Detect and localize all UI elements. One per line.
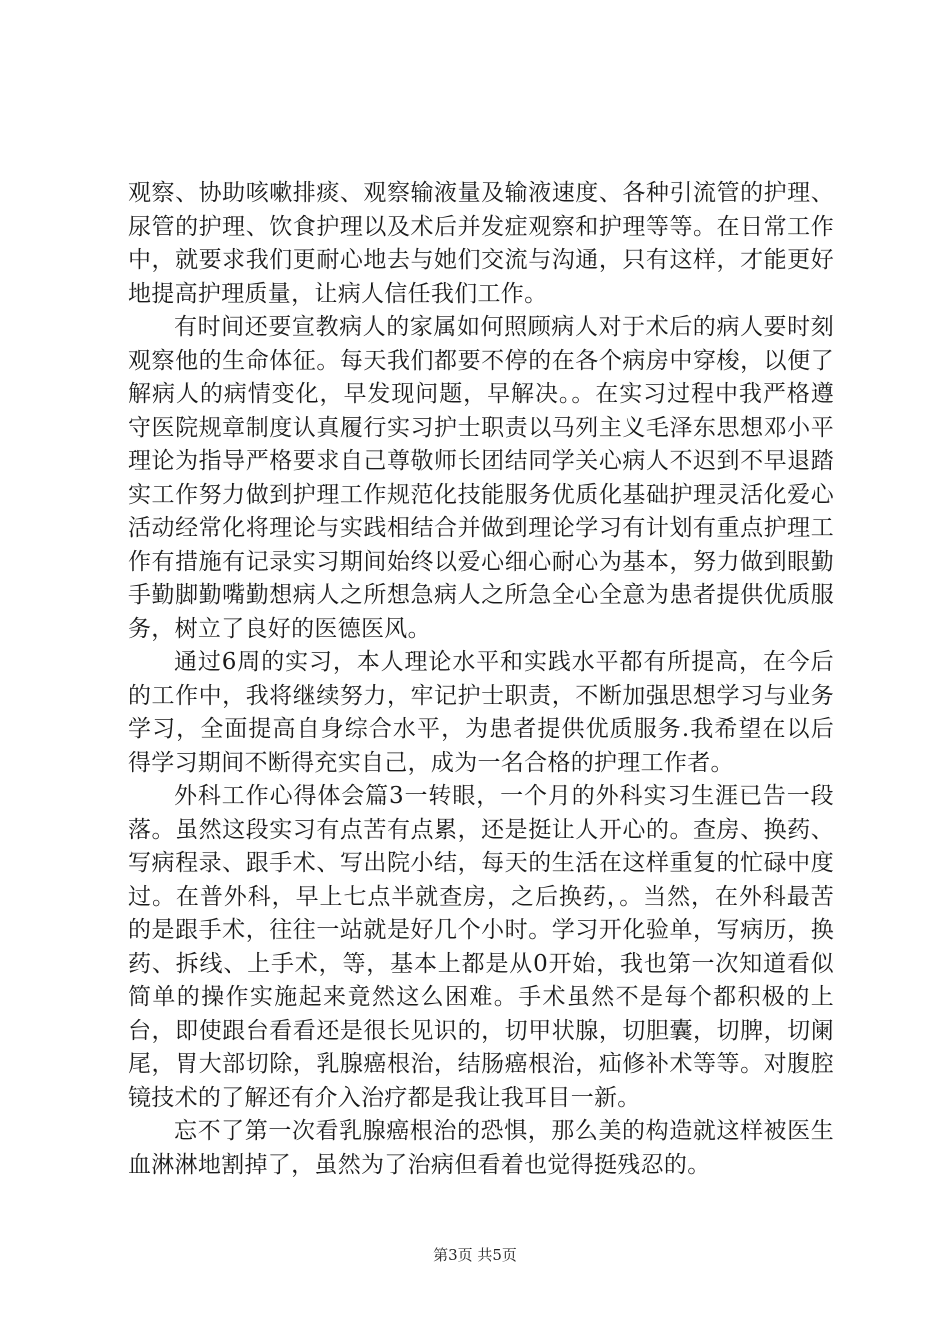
paragraph-3: 通过6周的实习，本人理论水平和实践水平都有所提高，在今后的工作中，我将继续努力，牢记护士职责，不断加强思想学习与业务学习，全面提高自身综合水平，为患者提供优质服务.我希望在以后得学习期间不断得充实自己，成为一名合格的护理工作者。 <box>128 649 834 776</box>
document-body <box>128 177 834 1182</box>
page-footer: 第3页 共5页 <box>433 1246 517 1264</box>
paragraph-4: 外科工作心得体会篇3一转眼，一个月的外科实习生涯已告一段落。虽然这段实习有点苦有点累，还是挺让人开心的。查房、换药、写病程录、跟手术、写出院小结，每天的生活在这样重复的忙碌中度过。在普外科，早上七点半就查房，之后换药，。当然，在外科最苦的是跟手术，往往一站就是好几个小时。学习开化验单，写病历，换药、拆线、上手术，等，基本上都是从0开始，我也第一次知道看似简单的操作实施起来竟然这么困难。手术虽然不是每个都积极的上台，即使跟台看看还是很长见识的，切甲状腺，切胆囊，切脾，切阑尾，胃大部切除，乳腺癌根治，结肠癌根治，疝修补术等等。对腹腔镜技术的了解还有介入治疗都是我让我耳目一新。 <box>128 783 834 1111</box>
paragraph-2: 有时间还要宣教病人的家属如何照顾病人对于术后的病人要时刻观察他的生命体征。每天我们都要不停的在各个病房中穿梭，以便了解病人的病情变化，早发现问题，早解决。。在实习过程中我严格遵守医院规章制度认真履行实习护士职责以马列主义毛泽东思想邓小平理论为指导严格要求自己尊敬师长团结同学关心病人不迟到不早退踏实工作努力做到护理工作规范化技能服务优质化基础护理灵活化爱心活动经常化将理论与实践相结合并做到理论学习有计划有重点护理工作有措施有记录实习期间始终以爱心细心耐心为基本，努力做到眼勤手勤脚勤嘴勤想病人之所想急病人之所急全心全意为患者提供优质服务，树立了良好的医德医风。 <box>128 314 834 642</box>
paragraph-5: 忘不了第一次看乳腺癌根治的恐惧，那么美的构造就这样被医生血淋淋地割掉了，虽然为了治病但看着也觉得挺残忍的。 <box>128 1118 834 1178</box>
paragraph-1: 观察、协助咳嗽排痰、观察输液量及输液速度、各种引流管的护理、尿管的护理、饮食护理以及术后并发症观察和护理等等。在日常工作中，就要求我们更耐心地去与她们交流与沟通，只有这样，才能更好地提高护理质量，让病人信任我们工作。 <box>128 180 834 307</box>
